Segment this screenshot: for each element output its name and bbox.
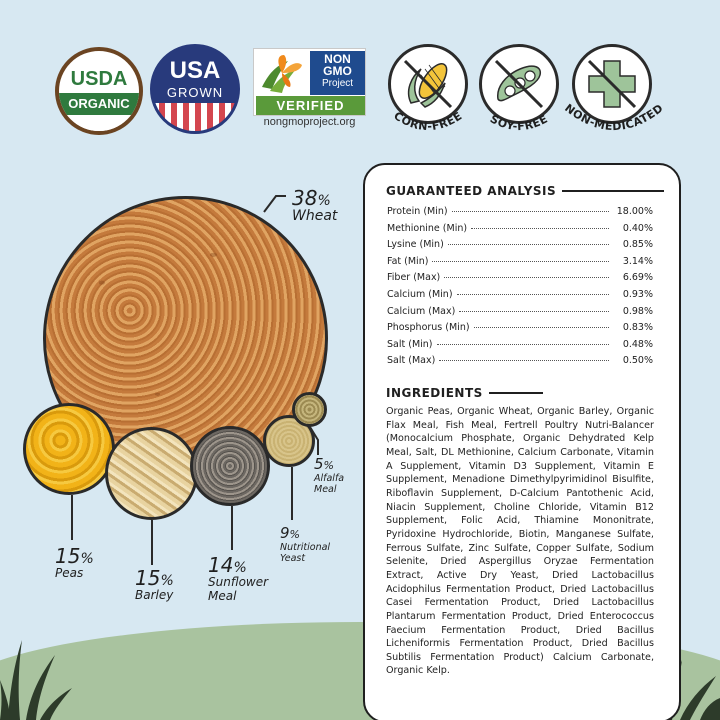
svg-text:CORN-FREE: CORN-FREE <box>391 109 465 134</box>
analysis-row: Fat (Min) 3.14% <box>387 255 653 267</box>
peas-percent-label: 15% Peas <box>55 544 94 580</box>
usda-badge-band-text: ORGANIC <box>59 93 139 115</box>
barley-percent-label: 15% Barley <box>135 566 174 602</box>
non-gmo-line2: GMO <box>323 64 352 78</box>
analysis-row: Protein (Min) 18.00% <box>387 206 653 217</box>
analysis-row: Salt (Min) 0.48% <box>387 338 653 350</box>
analysis-row: Calcium (Min) 0.93% <box>387 288 653 300</box>
non-gmo-site-text: nongmoproject.org <box>263 116 356 128</box>
ingredients-title: INGREDIENTS <box>386 386 483 400</box>
svg-text:SOY-FREE: SOY-FREE <box>487 112 551 134</box>
analysis-row: Lysine (Min) 0.85% <box>387 239 653 251</box>
non-gmo-line1: NON <box>324 52 351 66</box>
guaranteed-analysis-table <box>387 206 653 372</box>
non-gmo-verified-text: VERIFIED <box>256 96 365 115</box>
analysis-row: Salt (Max) 0.50% <box>387 355 653 367</box>
wheat-percent-label: 38% Wheat <box>292 186 338 224</box>
analysis-row: Calcium (Max) 0.98% <box>387 305 653 317</box>
usa-grown-bottom-text: GROWN <box>166 85 224 100</box>
non-gmo-line3: Project <box>321 78 354 89</box>
nutritional-yeast-percent-label: 9% Nutritional Yeast <box>280 524 331 564</box>
sunflower-meal-percent-label: 14% Sunflower Meal <box>208 553 269 603</box>
guaranteed-analysis-title: GUARANTEED ANALYSIS <box>386 184 557 198</box>
ingredients-heading <box>386 386 543 400</box>
analysis-row: Methionine (Min) 0.40% <box>387 222 653 234</box>
usda-badge-top-text: USDA <box>70 68 128 90</box>
usa-grown-top-text: USA <box>169 57 221 84</box>
heading-rule <box>562 190 664 192</box>
svg-text:NON-MEDICATED: NON-MEDICATED <box>562 101 666 134</box>
alfalfa-meal-percent-label: 5% Alfalfa Meal <box>314 455 345 495</box>
heading-rule <box>489 392 543 394</box>
guaranteed-analysis-heading <box>386 184 664 198</box>
analysis-row: Fiber (Max) 6.69% <box>387 272 653 284</box>
ingredients-list: Organic Peas, Organic Wheat, Organic Barley, Organic Flax Meal, Fish Meal, Fertrell Poultry Nutri-Balancer (Monocalcium Phosphate, Organic Dehydrated Kelp Meal, Salt, DL Methionine, Calcium Carbonate, Vitamin A Supplement, Vitamin D3 Supplement, Vitamin E Supplement, Menadione Dimethylpyrimidinol Bisulfite, Riboflavin Supplement, D-Calcium Pantothenic Acid, Niacin Supplement, Choline Chloride, Vitamin B12 Supplement, Folic Acid, Thiamine Mononitrate, Pyridoxine Hydrochloride, Biotin, Manganese Sulfate, Ferrous Sulfate, Zinc Sulfate, Copper Sulfate, Sodium Selenite, Dried Aspergillus Oryzae Fermentation Extract, Active Dry Yeast, Dried Lactobacillus Acidophilus Fermentation Product, Dried Lactobacillus Casei Fermentation Product, Dried Lactobacillus Plantarum Fermentation Product, Dried Enterococcus Faecium Fermentation Product, Dried Bacillus Licheniformis Fermentation Product, Dried Bacillus Subtilis Fermentation Product) Calcium Carbonate, Organic Kelp. <box>386 406 654 677</box>
analysis-row: Phosphorus (Min) 0.83% <box>387 322 653 334</box>
